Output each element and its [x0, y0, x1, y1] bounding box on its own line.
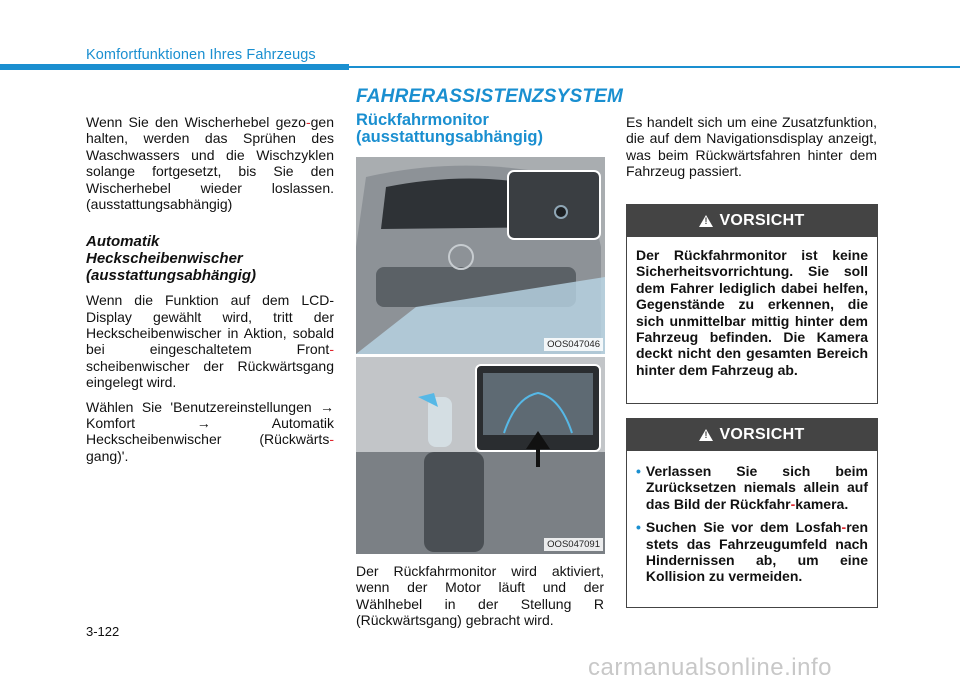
warning-icon: ! [699, 429, 713, 441]
paragraph-monitor-activation: Der Rückfahrmonitor wird aktiviert, wenn der Motor läuft und der Wählhebel in der Stellung R (Rückwärtsgang) gebracht wird. [356, 563, 604, 629]
column-2-text [356, 563, 604, 629]
caution-label-1: VORSICHT [719, 212, 805, 229]
paragraph-washer: Wenn Sie den Wischerhebel gezo-gen halten, werden das Sprühen des Waschwassers und die Wischzyklen solange fortgesetzt, bis Sie den Wischerhebel wieder loslassen. (ausstattungsabhängig) [86, 114, 334, 213]
paragraph-rear-wiper: Wenn die Funktion auf dem LCD-Display gewählt wird, tritt der Heckscheibenwischer in Aktion, sobald bei eingeschaltetem Front-scheibenwischer der Rückwärtsgang eingelegt wird. [86, 292, 334, 391]
caution-header-2 [627, 419, 877, 451]
caution-header-1 [627, 205, 877, 237]
caution-box-1 [626, 204, 878, 404]
rear-camera-illustration [356, 157, 605, 354]
section-title: FAHRERASSISTENZSYSTEM [356, 86, 624, 107]
subheading-rear-wiper: Automatik Heckscheibenwischer (ausstattungsabhängig) [86, 233, 257, 284]
watermark: carmanualsonline.info [588, 654, 832, 681]
caution-label-2: VORSICHT [719, 426, 805, 443]
warning-icon: ! [699, 215, 713, 227]
bullet-icon: • [636, 519, 641, 536]
caution-bullet-1: • Verlassen Sie sich beim Zurücksetzen niemals allein auf das Bild der Rückfahr-kamera. [636, 463, 868, 512]
image-code-1: OOS047046 [544, 338, 603, 351]
paragraph-settings: Wählen Sie 'Benutzereinstellungen → Komfort → Automatik Heckscheibenwischer (Rückwärts-gang)'. [86, 398, 334, 464]
image-code-2: OOS047091 [544, 538, 603, 551]
gear-display-illustration [356, 357, 605, 554]
caution-bullet-2: • Suchen Sie vor dem Losfah-ren stets das Fahrzeugumfeld nach Hindernissen ab, um eine Kollision zu vermeiden. [636, 519, 868, 585]
column-3-text [626, 114, 877, 180]
column-1 [86, 114, 334, 464]
header-bar [0, 64, 349, 70]
shifter-graphic [356, 357, 605, 554]
bullet-icon: • [636, 463, 641, 479]
car-rear-graphic [356, 157, 605, 354]
page-number: 3-122 [86, 624, 120, 639]
rear-view-monitor-title: Rückfahrmonitor (ausstattungsabhängig) [356, 111, 544, 146]
paragraph-additional-function: Es handelt sich um eine Zusatzfunktion, die auf dem Navigationsdisplay anzeigt, was beim Rückwärtsfahren hinter dem Fahrzeug passiert. [626, 114, 877, 180]
caution-box-2 [626, 418, 878, 608]
caution-text-1: Der Rückfahrmonitor ist keine Sicherheitsvorrichtung. Sie soll dem Fahrer lediglich dabei helfen, Gegenstände zu erkennen, die sich unmittelbar mittig hinter dem Fahrzeug befinden. Die Kamera deckt nicht den gesamten Bereich hinter dem Fahrzeug ab. [636, 247, 868, 378]
header-rule [349, 66, 960, 68]
running-header: Komfortfunktionen Ihres Fahrzeugs [86, 47, 316, 63]
